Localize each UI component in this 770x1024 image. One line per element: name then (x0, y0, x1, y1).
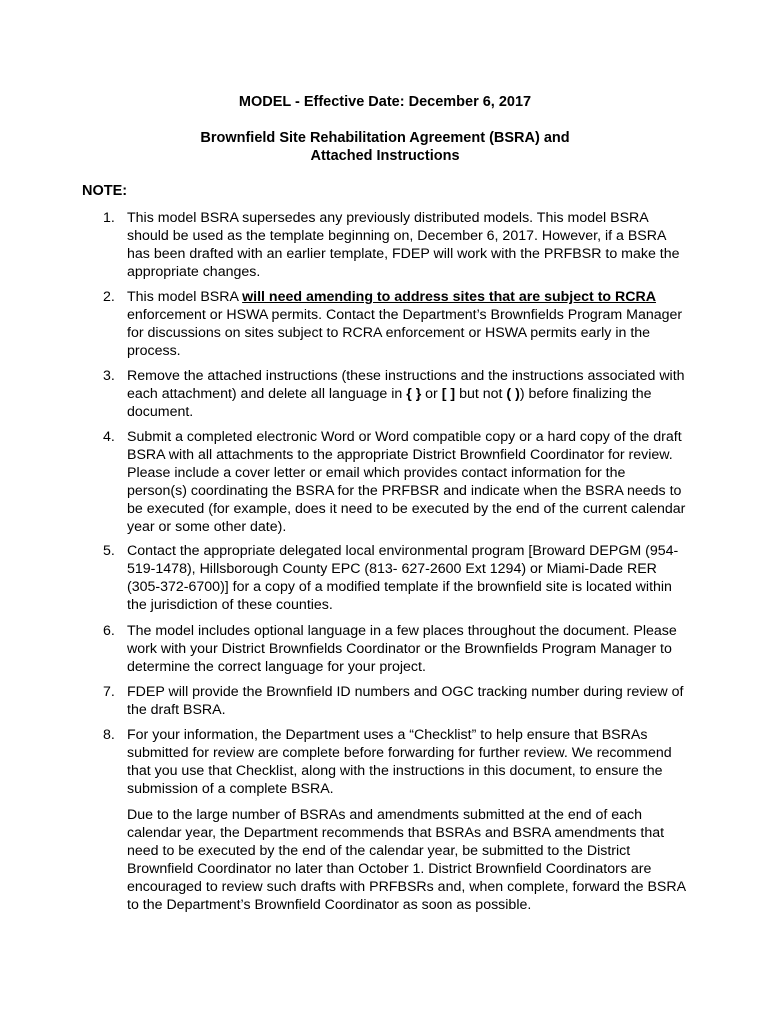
parentheses-symbol: ( ) (506, 386, 520, 402)
item-2-emphasis-text: will need amending to address sites that are subject to RCRA (242, 289, 657, 305)
square-brackets-symbol: [ ] (441, 386, 456, 402)
closing-paragraph: Due to the large number of BSRAs and amendments submitted at the end of each calendar year, the Department recommends that BSRAs and BSRA amendments that need to be executed by the end of the calendar year, be submitted to the District Brownfield Coordinator no later than October 1. District Brownfield Coordinators are encouraged to review such drafts with PRFBSRs and, when complete, forward the BSRA to the Department’s Brownfield Coordinator as soon as possible. (127, 807, 686, 913)
document-subtitle (0, 129, 770, 165)
list-item-number: 2. (103, 289, 115, 305)
note-label: NOTE: (82, 183, 128, 199)
list-item-text (127, 288, 689, 360)
list-item-number: 8. (103, 727, 115, 743)
item-2-trailing-text: enforcement or HSWA permits. Contact the Department’s Brownfields Program Manager for discussions on sites subject to RCRA enforcement or HSWA permits early in the process. (127, 307, 683, 359)
item-3-text-part: or (421, 386, 442, 402)
list-item-number: 6. (103, 623, 115, 639)
list-item-text: This model BSRA supersedes any previously distributed models. This model BSRA should be used as the template beginning on, December 6, 2017. However, if a BSRA has been drafted with an earlier template, FDEP will work with the PRFBSR to make the appropriate changes. (127, 210, 680, 280)
item-3-text-part: ) before finalizing the document. (127, 386, 652, 420)
list-item-text: FDEP will provide the Brownfield ID numbers and OGC tracking number during review of the draft BSRA. (127, 684, 684, 718)
list-item-number: 4. (103, 429, 115, 445)
list-item-number: 7. (103, 684, 115, 700)
list-item-text (127, 367, 689, 421)
list-item-text: Contact the appropriate delegated local environmental program [Broward DEPGM (954-519-1478), Hillsborough County EPC (813- 627-2600 Ext 1294) or Miami-Dade RER (305-372-6700)] for a copy of a modified template if the brownfield site is located within the jurisdiction of these counties. (127, 543, 679, 613)
curly-braces-symbol: { } (406, 386, 422, 402)
list-item-number: 3. (103, 368, 115, 384)
list-item-text: For your information, the Department uses a “Checklist” to help ensure that BSRAs submitted for review are complete before forwarding for further review. We recommend that you use that Checklist, along with the instructions in this document, to ensure the submission of a complete BSRA. (127, 727, 672, 797)
item-3-text-part: Remove the attached instructions (these instructions and the instructions associated with each attachment) and delete all language in (127, 368, 685, 402)
list-item-number: 1. (103, 210, 115, 226)
item-3-text-part: but not (455, 386, 507, 402)
list-item-text: Submit a completed electronic Word or Word compatible copy or a hard copy of the draft BSRA with all attachments to the appropriate District Brownfield Coordinator for review. Please include a cover letter or email which provides contact information for the person(s) coordinating the BSRA for the PRFBSR and indicate when the BSRA needs to be executed (for example, does it need to be executed by the end of the current calendar year or some other date). (127, 429, 686, 535)
list-item-number: 5. (103, 543, 115, 559)
item-2-lead-text: This model BSRA (127, 289, 243, 305)
list-item-text: The model includes optional language in a few places throughout the document. Please work with your District Brownfields Coordinator or the Brownfields Program Manager to determine the correct language for your project. (127, 623, 677, 675)
subtitle-line-1: Brownfield Site Rehabilitation Agreement (BSRA) and (200, 130, 570, 146)
subtitle-line-2: Attached Instructions (310, 148, 460, 164)
page-title: MODEL - Effective Date: December 6, 2017 (238, 94, 532, 110)
